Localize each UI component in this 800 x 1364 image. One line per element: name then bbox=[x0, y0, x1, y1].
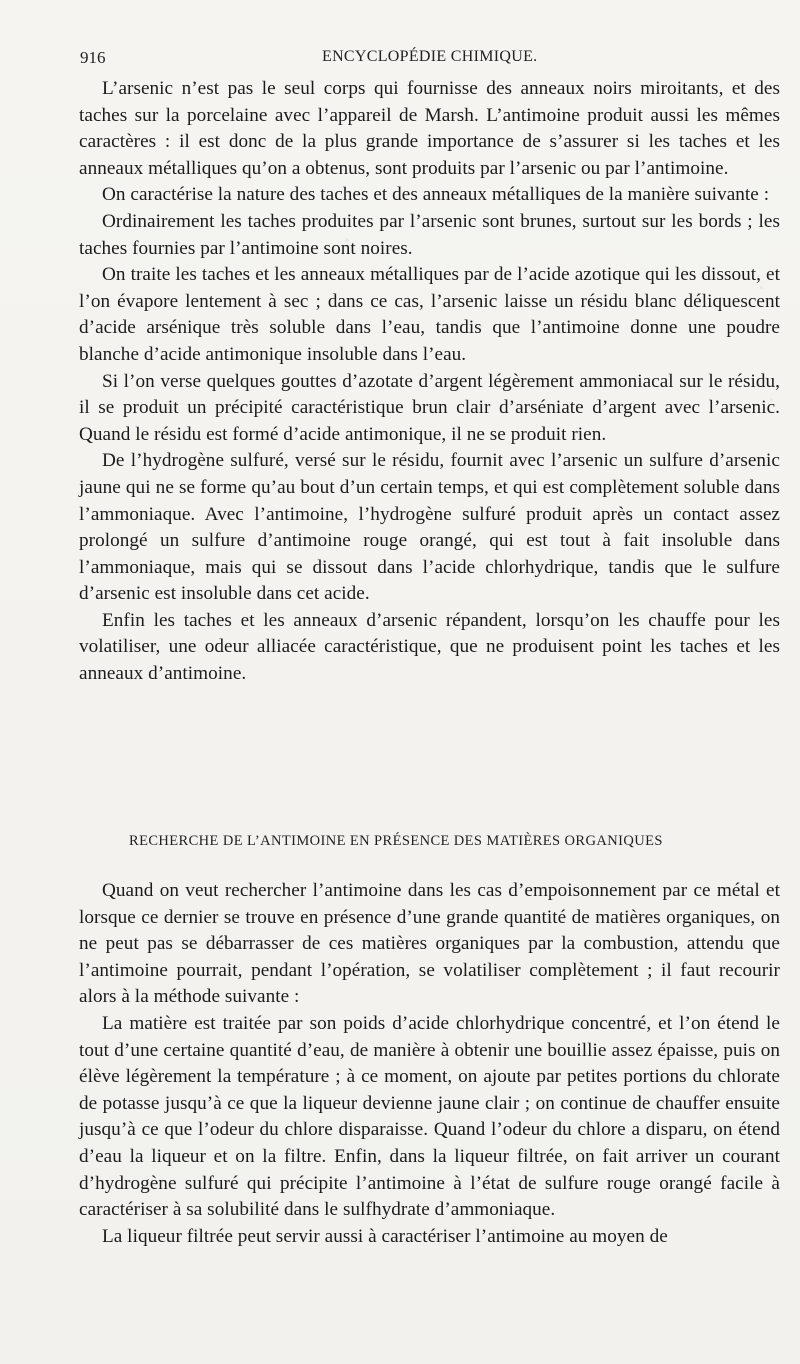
paragraph: On caractérise la nature des taches et des anneaux métalliques de la manière suivante : bbox=[102, 184, 770, 206]
running-head: ENCYCLOPÉDIE CHIMIQUE. bbox=[322, 48, 538, 65]
paragraph: On traite les taches et les anneaux métalliques par de l’acide azotique qui les dissout, et l’on évapore lentement à sec ; dans ce cas, l’arsenic laisse un résidu blanc déliquescent d’acide arsénique très soluble dans l’eau, tandis que l’antimoine donne une poudre blanche d’acide antimonique insoluble dans l’eau. bbox=[79, 264, 780, 365]
page-number: 916 bbox=[80, 48, 106, 67]
paragraph: Enfin les taches et les anneaux d’arsenic répandent, lorsqu’on les chauffe pour les volatiliser, une odeur alliacée caractéristique, que ne produisent point les taches et les anneaux d’antimoine. bbox=[79, 609, 780, 685]
paragraph: Quand on veut rechercher l’antimoine dans les cas d’empoisonnement par ce métal et lorsque ce dernier se trouve en présence d’une grande quantité de matières organiques, on ne peut pas se débarrasser de ces matières organiques par la combustion, attendu que l’antimoine pourrait, pendant l’opération, se volatiliser complètement ; il faut recourir alors à la méthode suivante : bbox=[79, 880, 780, 1008]
page-header bbox=[80, 38, 780, 72]
section-text-block bbox=[79, 878, 780, 1250]
section-heading: RECHERCHE DE L’ANTIMOINE EN PRÉSENCE DES MATIÈRES ORGANIQUES bbox=[129, 833, 663, 849]
main-text-block bbox=[79, 76, 780, 688]
paragraph: L’arsenic n’est pas le seul corps qui fournisse des anneaux noirs miroitants, et des taches sur la porcelaine avec l’appareil de Marsh. L’antimoine produit aussi les mêmes caractères : il est donc de la plus grande importance de s’assurer si les taches et les anneaux métalliques qu’on a obtenus, sont produits par l’arsenic ou par l’antimoine. bbox=[79, 78, 780, 179]
paragraph: Ordinairement les taches produites par l’arsenic sont brunes, surtout sur les bords ; les taches fournies par l’antimoine sont noires. bbox=[79, 210, 780, 259]
paragraph: La liqueur filtrée peut servir aussi à caractériser l’antimoine au moyen de bbox=[102, 1225, 668, 1247]
paragraph: Si l’on verse quelques gouttes d’azotate d’argent légèrement ammoniacal sur le résidu, il se produit un précipité caractéristique brun clair d’arséniate d’argent avec l’arsenic. Quand le résidu est formé d’acide antimonique, il ne se produit rien. bbox=[79, 370, 780, 445]
paragraph: La matière est traitée par son poids d’acide chlorhydrique concentré, et l’on étend le tout d’une certaine quantité d’eau, de manière à obtenir une bouillie assez épaisse, puis on élève légèrement la température ; à ce moment, on ajoute par petites portions du chlorate de potasse jusqu’à ce que la liqueur devienne jaune clair ; on continue de chauffer ensuite jusqu’à ce que l’odeur du chlore disparaisse. Quand l’odeur du chlore a disparu, on étend d’eau la liqueur et on la filtre. Enfin, dans la liqueur filtrée, on fait arriver un courant d’hydrogène sulfuré qui précipite l’antimoine à l’état de sulfure rouge orangé facile à caractériser à sa solubilité dans le sulfhydrate d’ammoniaque. bbox=[79, 1012, 780, 1221]
paragraph: De l’hydrogène sulfuré, versé sur le résidu, fournit avec l’arsenic un sulfure d’arsenic jaune qui ne se forme qu’au bout d’un certain temps, et qui est complètement soluble dans l’ammoniaque. Avec l’antimoine, l’hydrogène sulfuré produit après un contact assez prolongé un sulfure d’antimoine rouge orangé, qui est tout à fait insoluble dans l’ammoniaque, mais qui se dissout dans l’acide chlorhydrique, tandis que le sulfure d’arsenic est insoluble dans cet acide. bbox=[79, 450, 780, 605]
